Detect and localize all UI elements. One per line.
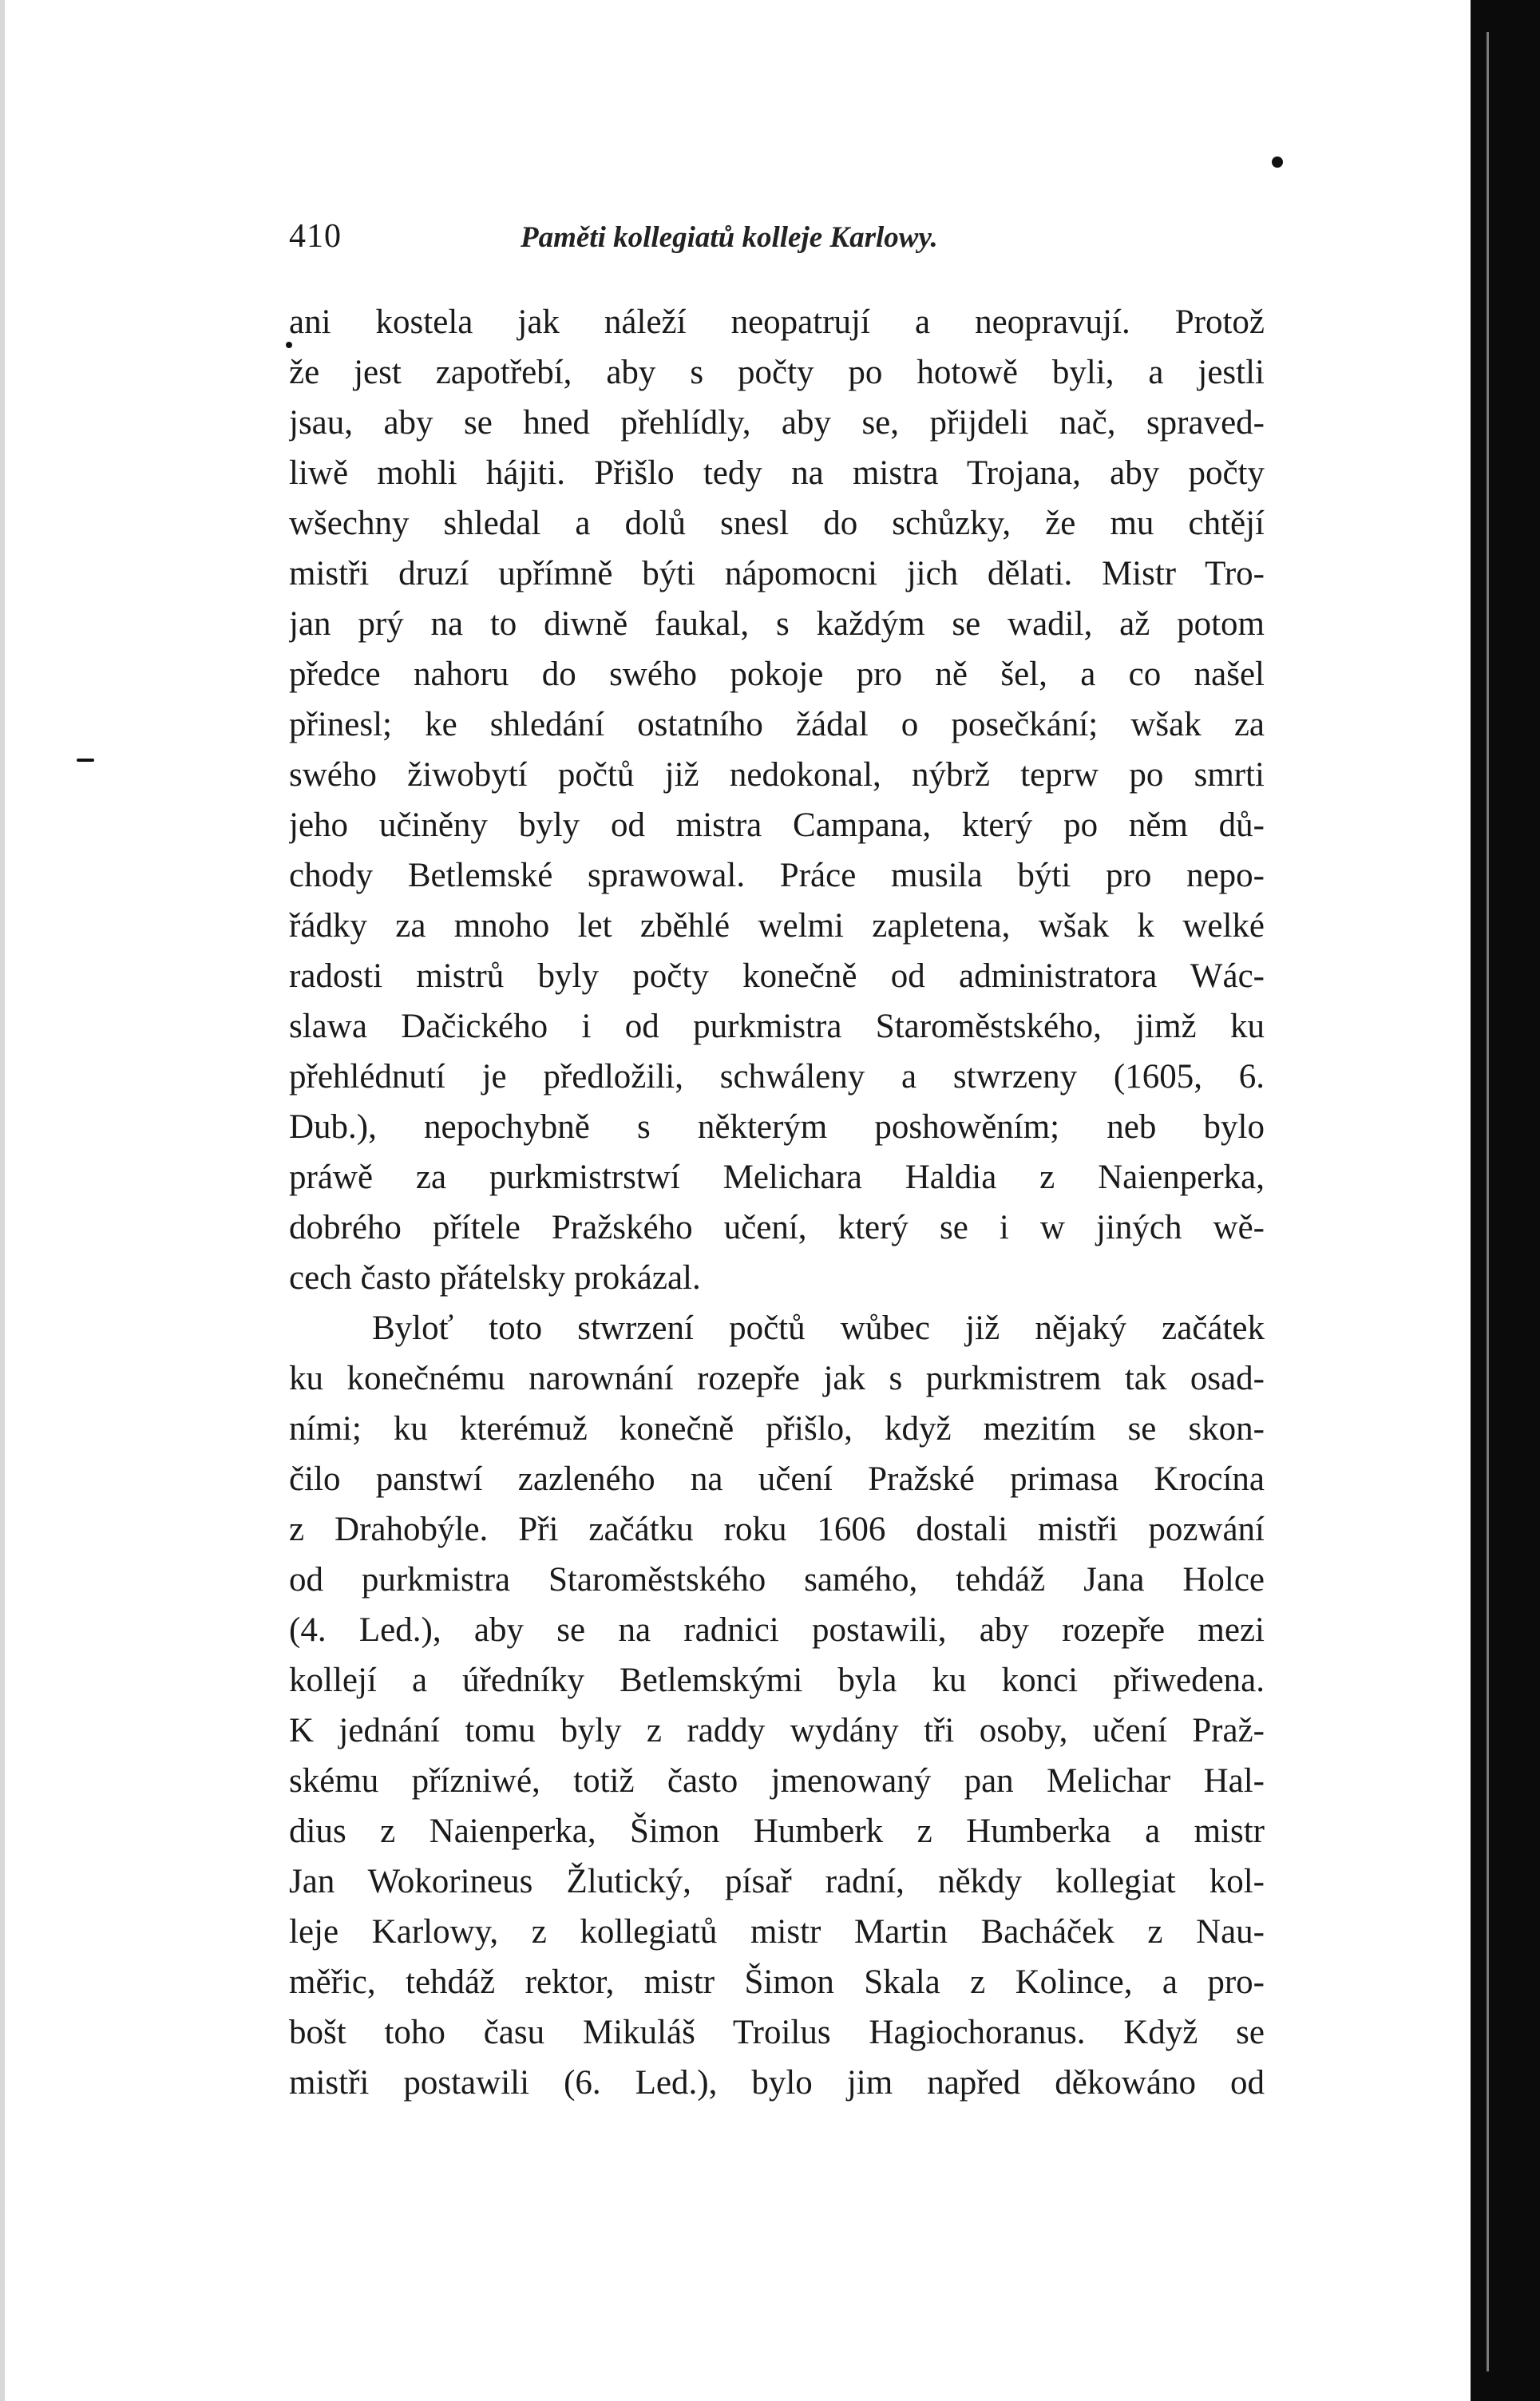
body-text (289, 297, 1265, 2108)
text-line: mistři postawili (6. Led.), bylo jim napřed děkowáno od (289, 2064, 1265, 2102)
text-line: cech často přátelsky prokázal. (289, 1259, 701, 1297)
text-line: radosti mistrů byly počty konečně od administratora Wác- (289, 957, 1265, 995)
text-line: Byloť toto stwrzení počtů wůbec již nějaký začátek (372, 1309, 1265, 1347)
text-line: (4. Led.), aby se na radnici postawili, aby rozepře mezi (289, 1611, 1265, 1649)
text-line: přinesl; ke shledání ostatního žádal o posečkání; wšak za (289, 706, 1265, 743)
text-line: swého žiwobytí počtů již nedokonal, nýbrž teprw po smrti (289, 756, 1265, 794)
text-line: Dub.), nepochybně s některým poshowěním; neb bylo (289, 1108, 1265, 1146)
paragraph-1 (289, 297, 1265, 1303)
text-line: bošt toho času Mikuláš Troilus Hagiochoranus. Když se (289, 2014, 1265, 2051)
text-line: skému přízniwé, totiž často jmenowaný pan Melichar Hal- (289, 1762, 1265, 1800)
text-line: měřic, tehdáž rektor, mistr Šimon Skala z Kolince, a pro- (289, 1963, 1265, 2001)
text-line: čilo panstwí zazleného na učení Pražské primasa Krocína (289, 1460, 1265, 1498)
text-line: K jednání tomu byly z raddy wydány tři osoby, učení Praž- (289, 1712, 1265, 1749)
text-line: ními; ku kterémuž konečně přišlo, když mezitím se skon- (289, 1410, 1265, 1448)
scan-speck (77, 759, 94, 762)
text-line: liwě mohli hájiti. Přišlo tedy na mistra Trojana, aby počty (289, 454, 1265, 492)
text-line: ku konečnému narownání rozepře jak s purkmistrem tak osad- (289, 1360, 1265, 1397)
text-line: že jest zapotřebí, aby s počty po hotowě byli, a jestli (289, 354, 1265, 391)
text-line: Jan Wokorineus Žlutický, písař radní, někdy kollegiat kol- (289, 1863, 1265, 1900)
text-line: jsau, aby se hned přehlídly, aby se, přijdeli nač, spraved- (289, 404, 1265, 442)
scan-right-border (1471, 0, 1540, 2401)
paragraph-2 (289, 1303, 1265, 2108)
page-number: 410 (289, 218, 342, 255)
text-line: wšechny shledal a dolů snesl do schůzky, že mu chtějí (289, 505, 1265, 542)
scan-right-border-line (1487, 32, 1489, 2371)
text-line: předce nahoru do swého pokoje pro ně šel, a co našel (289, 656, 1265, 693)
text-line: leje Karlowy, z kollegiatů mistr Martin Bacháček z Nau- (289, 1913, 1265, 1951)
text-line: dobrého přítele Pražského učení, který se i w jiných wě- (289, 1209, 1265, 1246)
page-header (289, 217, 1265, 265)
text-line: jan prý na to diwně faukal, s každým se wadil, až potom (289, 605, 1265, 643)
text-line: ani kostela jak náleží neopatrují a neopravují. Protož (289, 303, 1265, 341)
running-title: Paměti kollegiatů kolleje Karlowy. (521, 221, 938, 254)
text-line: dius z Naienperka, Šimon Humberk z Humberka a mistr (289, 1813, 1265, 1850)
text-line: práwě za purkmistrstwí Melichara Haldia z Naienperka, (289, 1159, 1265, 1196)
text-line: kollejí a úředníky Betlemskými byla ku konci přiwedena. (289, 1662, 1265, 1699)
scan-speck (1272, 157, 1283, 168)
text-line: chody Betlemské sprawowal. Práce musila býti pro nepo- (289, 857, 1265, 894)
text-line: přehlédnutí je předložili, schwáleny a stwrzeny (1605, 6. (289, 1058, 1265, 1096)
text-line: slawa Dačického i od purkmistra Staroměstského, jimž ku (289, 1008, 1265, 1045)
text-line: od purkmistra Staroměstského samého, tehdáž Jana Holce (289, 1561, 1265, 1599)
scan-left-edge (0, 0, 5, 2401)
text-line: jeho učiněny byly od mistra Campana, který po něm dů- (289, 806, 1265, 844)
text-line: z Drahobýle. Při začátku roku 1606 dostali mistři pozwání (289, 1511, 1265, 1548)
text-line: řádky za mnoho let zběhlé welmi zapletena, wšak k welké (289, 907, 1265, 945)
text-line: mistři druzí upřímně býti nápomocni jich dělati. Mistr Tro- (289, 555, 1265, 592)
